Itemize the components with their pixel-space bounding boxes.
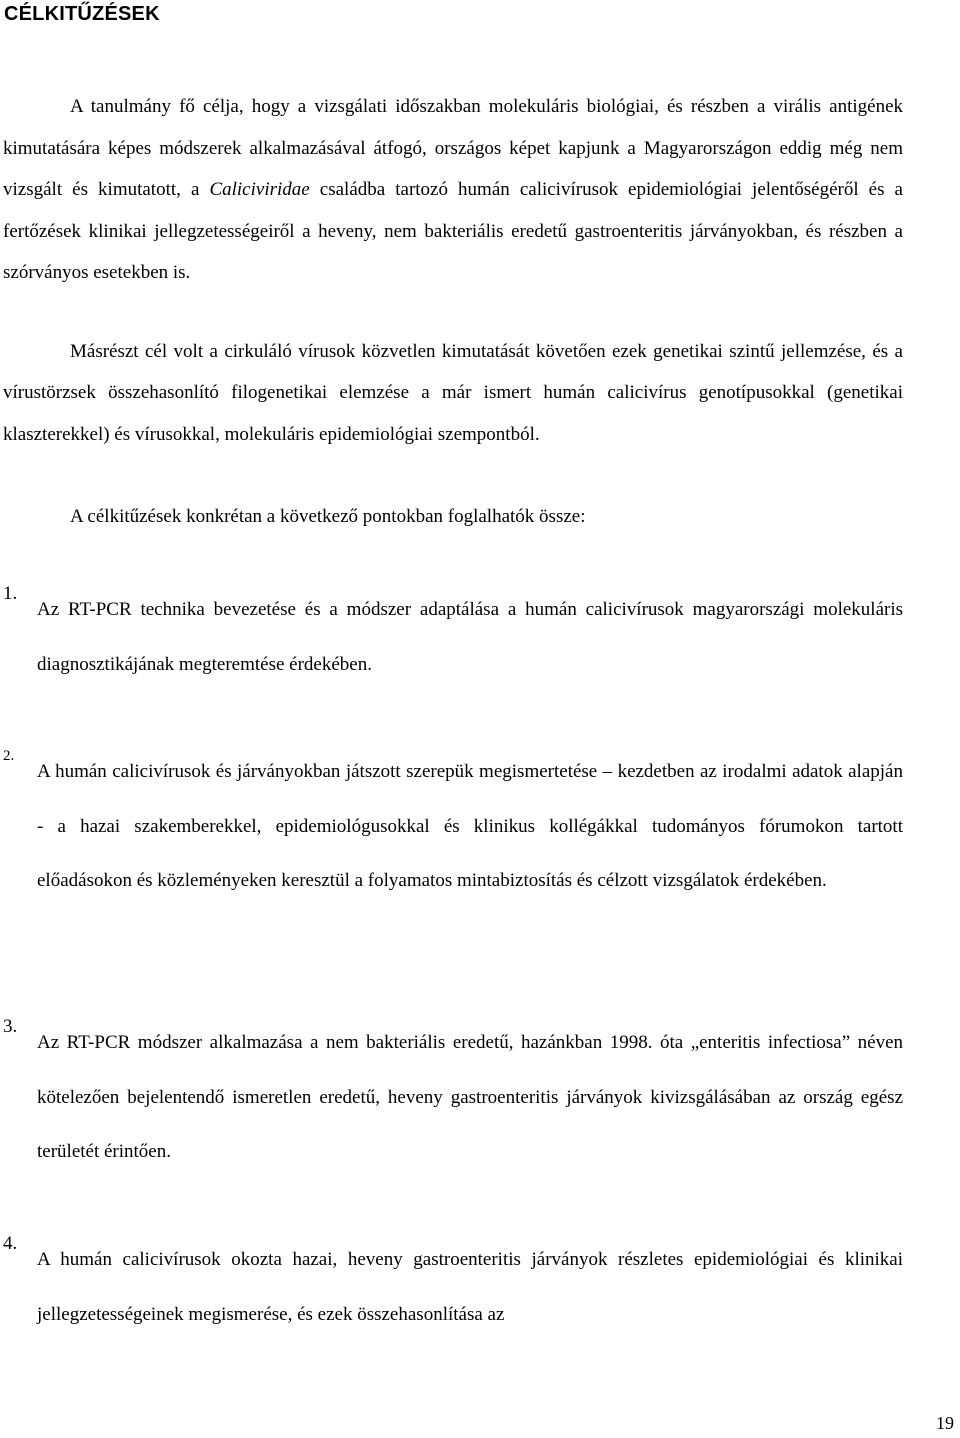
list-item-number: 2. xyxy=(3,748,15,764)
paragraph-secondary-goal xyxy=(3,331,903,455)
list-item-text: A humán calicivírusok és járványokban játszott szerepük megismertetése – kezdetben az irodalmi adatok alapján - a hazai szakemberekkel, epidemiológusokkal és klinikus kollégákkal tudományos fórumokon tartott előadásokon és közleményeken keresztül a folyamatos mintabiztosítás és célzott vizsgálatok érdekében. xyxy=(37,761,903,891)
page-number: 19 xyxy=(936,1413,954,1433)
section-heading: CÉLKITŰZÉSEK xyxy=(4,3,160,25)
list-item-number: 3. xyxy=(3,1016,18,1037)
taxon-name: Caliciviridae xyxy=(209,179,310,201)
paragraph-secondary-goal-text: Másrészt cél volt a cirkuláló vírusok közvetlen kimutatását követően ezek genetikai szintű jellemzése, és a vírustörzsek összehasonlító filogenetikai elemzése a már ismert humán calicivírus genotípusokkal (genetikai klaszterekkel) és vírusokkal, molekuláris epidemiológiai szempontból. xyxy=(3,341,903,445)
list-item-text: Az RT-PCR módszer alkalmazása a nem bakteriális eredetű, hazánkban 1998. óta „enteritis infectiosa” néven kötelezően bejelentendő ismeretlen eredetű, heveny gastroenteritis járványok kivizsgálásában az ország egész területét érintően. xyxy=(37,1032,903,1162)
list-item-text: Az RT-PCR technika bevezetése és a módszer adaptálása a humán calicivírusok magyarországi molekuláris diagnosztikájának megteremtése érdekében. xyxy=(37,599,903,675)
list-item-text: A humán calicivírusok okozta hazai, heveny gastroenteritis járványok részletes epidemiológiai és klinikai jellegzetességeinek megismerése, és ezek összehasonlítása az xyxy=(37,1249,903,1325)
paragraph-summary-intro: A célkitűzések konkrétan a következő pontokban foglalhatók össze: xyxy=(70,506,586,527)
list-item-number: 1. xyxy=(3,583,18,604)
list-item-number: 4. xyxy=(3,1233,18,1254)
paragraph-main-goal-text-b: családba tartozó humán calicivírusok epidemiológiai jelentőségéről és a fertőzések klinikai jellegzetességeiről a heveny, nem bakteriális eredetű gastroenteritis járványokban, és részben a szórványos esetekben is. xyxy=(3,179,903,284)
paragraph-main-goal xyxy=(3,86,903,294)
paragraph-main-goal-text-a: A tanulmány fő célja, hogy a vizsgálati időszakban molekuláris biológiai, és részben a virális antigének kimutatására képes módszerek alkalmazásával átfogó, országos képet kapjunk a Magyarországon eddig még nem vizsgált és kimutatott, a xyxy=(3,96,903,201)
